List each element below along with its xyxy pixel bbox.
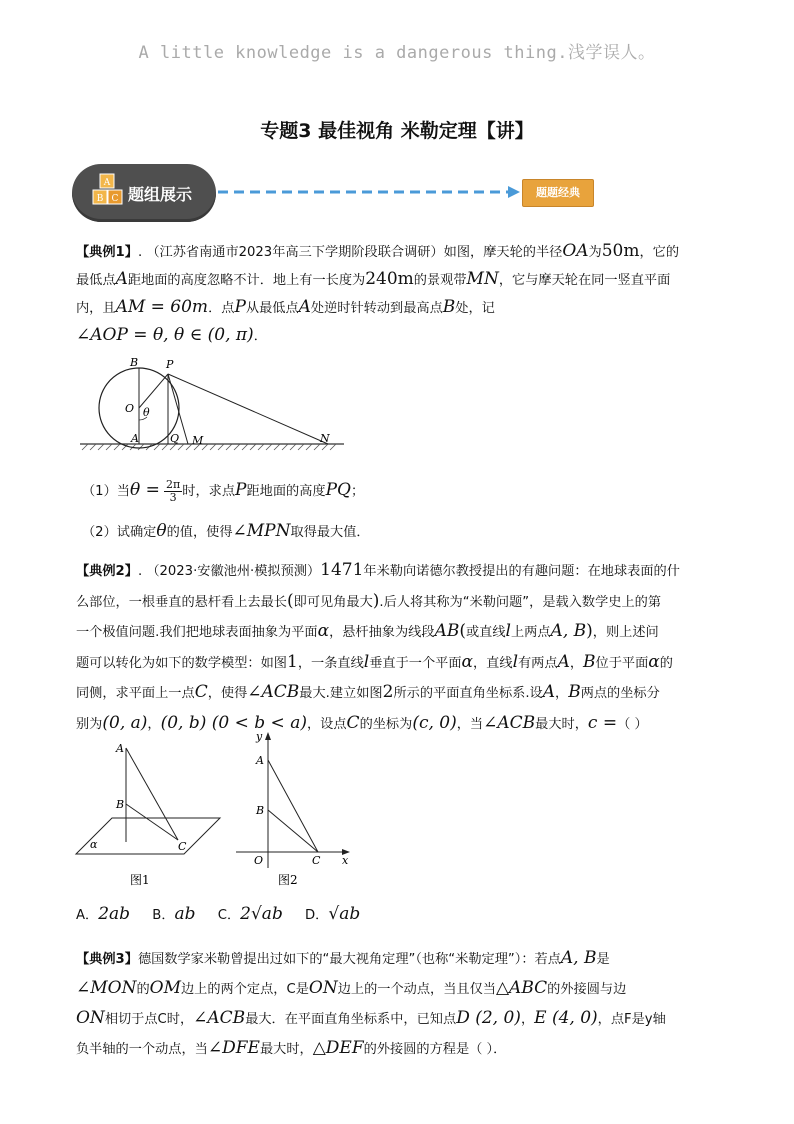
ex2-choices bbox=[76, 904, 378, 924]
choice-c-value: 2√ab bbox=[240, 904, 283, 924]
ferris-wheel-figure bbox=[78, 352, 348, 454]
ex2-line5-b: ，使得 bbox=[207, 686, 248, 701]
ex2-label: 【典例2】 bbox=[76, 564, 138, 579]
ex1-r50: 50m bbox=[601, 241, 640, 261]
fig2-x: x bbox=[342, 854, 349, 867]
ex1-text-b: 为 bbox=[588, 245, 602, 260]
ex2-line5-e: ， bbox=[555, 686, 569, 701]
fig1-label-a: A bbox=[131, 432, 139, 445]
ex1-q1-pq: PQ bbox=[325, 480, 351, 500]
ex2-line3-e: 上两点 bbox=[510, 625, 551, 640]
ex1-q2-pre: （2）试确定 bbox=[82, 525, 157, 540]
ex3-tri-def: △DEF bbox=[312, 1038, 364, 1058]
ex1-q2-theta: θ bbox=[156, 521, 167, 541]
ex2-line2-paren: ( bbox=[287, 590, 294, 611]
fig2-line-bc bbox=[268, 810, 318, 852]
ex2-line6-e: ，当 bbox=[456, 716, 484, 732]
ex3-line3-b: 最大．在平面直角坐标系中，已知点 bbox=[245, 1012, 457, 1027]
ex2-line6-g: （ ） bbox=[617, 716, 648, 732]
ex2-line6-d: 的坐标为 bbox=[359, 716, 413, 732]
ex2-line4-b: ，一条直线 bbox=[297, 655, 364, 671]
cube-icon bbox=[90, 172, 128, 212]
ex3-line4-c: 的外接圆的方程是（ ）． bbox=[363, 1042, 507, 1057]
ex2-alpha: α bbox=[317, 621, 330, 641]
choice-d-letter: D． bbox=[305, 908, 329, 923]
ex3-line2-b: 边上的两个定点，C是 bbox=[181, 982, 309, 997]
ex2-line4-e: 有两点 bbox=[518, 655, 558, 671]
ex2-line3-c: ( bbox=[459, 621, 466, 641]
fig2-a: A bbox=[256, 754, 264, 767]
cube-letter-a: A bbox=[103, 178, 111, 188]
ex3-om: OM bbox=[149, 978, 181, 998]
ex2-line3-ab: A, B bbox=[550, 621, 587, 641]
fig1-label-p: P bbox=[166, 358, 174, 371]
ex3-line3-d: ，点F是y轴 bbox=[597, 1012, 666, 1027]
ex1-a2: A bbox=[298, 297, 311, 317]
ex2-alpha2: α bbox=[461, 651, 473, 672]
ex2-line5-a: 同侧，求平面上一点 bbox=[76, 686, 195, 701]
page-motto: A little knowledge is a dangerous thing.浅学误人。 bbox=[138, 43, 656, 63]
fig-line-ac bbox=[126, 748, 178, 840]
ex2-b: B bbox=[583, 651, 596, 672]
ex1-question-2 bbox=[82, 519, 370, 545]
choice-b-value: ab bbox=[174, 904, 196, 924]
page-title: 专题3 最佳视角 米勒定理【讲】 bbox=[260, 120, 534, 142]
ex2-line3-g: ，则上述问 bbox=[592, 625, 659, 640]
ex3-line3-a: 相切于点C时， bbox=[104, 1012, 194, 1027]
choice-c-letter: C． bbox=[217, 908, 241, 923]
ex2-line6-f: 最大时， bbox=[535, 716, 588, 732]
ex1-q1-mid2: 距地面的高度 bbox=[246, 484, 326, 499]
ex1-q2-angle: ∠MPN bbox=[232, 521, 291, 541]
ex3-line2-a: 的 bbox=[136, 982, 150, 997]
ex1-len240: 240m bbox=[365, 269, 414, 289]
ex2-line4-f: ， bbox=[569, 655, 584, 671]
ex2-line5-d: 所示的平面直角坐标系.设 bbox=[393, 686, 543, 701]
fig1-ground-hatch bbox=[82, 444, 336, 450]
ex2-line4-c: 垂直于一个平面 bbox=[369, 655, 462, 671]
ex3-label: 【典例3】 bbox=[76, 952, 138, 967]
ex2-line5-c: 最大.建立如图 bbox=[299, 686, 383, 701]
ex3-line4-a: 负半轴的一个动点，当 bbox=[76, 1042, 208, 1057]
ex2-one: 1 bbox=[287, 651, 298, 672]
choice-d[interactable] bbox=[305, 904, 360, 924]
ex3-on2: ON bbox=[76, 1008, 105, 1028]
ex3-acb: ∠ACB bbox=[193, 1008, 246, 1028]
ex1-source: . （江苏省南通市2023年高三下学期阶段联合调研） bbox=[137, 245, 444, 260]
ex2-alpha3: α bbox=[648, 651, 660, 672]
fig1-op bbox=[139, 374, 168, 408]
choice-c[interactable] bbox=[218, 904, 283, 924]
ex1-frac-den: 3 bbox=[169, 490, 177, 504]
ex2-acb: ∠ACB bbox=[247, 682, 300, 702]
choice-a-letter: A． bbox=[76, 908, 99, 923]
ex1-text-j: 从最低点 bbox=[245, 301, 299, 316]
ex1-question-1 bbox=[82, 478, 364, 504]
ex1-q1-mid: 时，求点 bbox=[182, 484, 236, 499]
cube-letter-c: C bbox=[111, 194, 119, 204]
ex1-text-m: ． bbox=[253, 329, 267, 344]
fig1-label-o: O bbox=[125, 402, 135, 415]
choice-b[interactable] bbox=[152, 904, 195, 924]
choice-a[interactable] bbox=[76, 904, 130, 924]
ex3-angle-mon: ∠MON bbox=[76, 978, 137, 998]
ex2-line2-b: 即可见角最大 bbox=[293, 594, 373, 610]
choice-d-value: √ab bbox=[328, 904, 361, 924]
ex2-b2: B bbox=[568, 682, 581, 702]
fig-plane-alpha bbox=[76, 818, 220, 854]
ex1-q2-end: 取得最大值． bbox=[290, 525, 370, 540]
ex3-line1-b: 是 bbox=[596, 952, 610, 967]
ex1-frac-num: 2π bbox=[166, 477, 181, 491]
ex2-line6-b: ， bbox=[147, 716, 161, 732]
ex2-c2: C bbox=[346, 712, 360, 733]
ex1-q1-theta: θ = bbox=[129, 480, 160, 500]
ex2-line5-f: 两点的坐标分 bbox=[580, 686, 660, 701]
ex2-line2-paren2: ) bbox=[372, 590, 380, 611]
fig1-c: C bbox=[178, 840, 187, 853]
fig1-label-q: Q bbox=[170, 432, 180, 445]
ex1-q2-mid: 的值，使得 bbox=[166, 525, 233, 540]
ex3-line2-c: 边上的一个动点，当且仅当 bbox=[337, 982, 496, 997]
fig1-label-b: B bbox=[130, 356, 139, 369]
cube-letter-b: B bbox=[96, 194, 104, 204]
banner-target-box: 题题经典 bbox=[522, 179, 594, 207]
ex2-line3-b: ，悬杆抽象为线段 bbox=[329, 625, 435, 640]
ex2-l: l bbox=[505, 621, 511, 641]
fig2-line-ac bbox=[268, 760, 318, 852]
fig1-alpha: α bbox=[90, 838, 98, 851]
ex2-source: . （2023·安徽池州·模拟预测） bbox=[137, 564, 321, 579]
fig-line-bc bbox=[126, 804, 178, 840]
ex3-line1-a: 德国数学家米勒曾提出过如下的“最大视角定理”（也称“米勒定理”）：若点 bbox=[137, 952, 561, 967]
ex3-on: ON bbox=[308, 978, 338, 998]
fig2-caption: 图2 bbox=[278, 873, 298, 887]
fig1-caption: 图1 bbox=[130, 873, 150, 887]
ex1-q1-p: P bbox=[235, 480, 247, 500]
choice-b-letter: B． bbox=[152, 908, 175, 923]
ex1-text-e: 距地面的高度忽略不计．地上有一长度为 bbox=[127, 273, 366, 288]
ex1-text-i: ．点 bbox=[208, 301, 235, 316]
choice-a-value: 2ab bbox=[98, 904, 131, 924]
ex2-line2-c: .后人将其称为“米勒问题”，是载入数学史上的第 bbox=[379, 594, 662, 610]
ex1-am60: AM = 60m bbox=[115, 297, 209, 317]
ex3-d-pt: D (2, 0) bbox=[456, 1008, 521, 1028]
ex2-line2-a: 么部位，一根垂直的悬杆看上去最长 bbox=[76, 594, 287, 610]
ex2-acb2: ∠ACB bbox=[483, 712, 536, 733]
ex1-q1-fraction bbox=[164, 479, 182, 504]
dashed-arrow-icon bbox=[216, 184, 522, 200]
ex2-pt-b: (0, b) (0 < b < a) bbox=[160, 712, 307, 733]
fig1-label-m: M bbox=[192, 434, 204, 447]
ex3-tri-abc: △ABC bbox=[495, 978, 548, 998]
fig1-label-theta: θ bbox=[143, 406, 150, 419]
ex1-text-g: ，它与摩天轮在同一竖直平面 bbox=[498, 273, 671, 288]
ex2-c: C bbox=[194, 682, 208, 702]
ex2-pt-c: (c, 0) bbox=[412, 712, 457, 733]
ex2-figure-1 bbox=[74, 738, 224, 893]
ex2-line4-g: 位于平面 bbox=[595, 655, 649, 671]
ex2-line3-d: 或直线 bbox=[465, 625, 506, 640]
ex1-angle: ∠AOP = θ, θ ∈ (0, π) bbox=[76, 325, 254, 345]
ex1-text-l: 处，记 bbox=[455, 301, 495, 316]
ex1-text-a: 如图，摩天轮的半径 bbox=[443, 245, 563, 260]
ex3-dfe: ∠DFE bbox=[207, 1038, 260, 1058]
ex1-text-h: 内，且 bbox=[76, 301, 116, 316]
ex2-line6-a: 别为 bbox=[76, 716, 103, 732]
ex1-text-f: 的景观带 bbox=[413, 273, 467, 288]
ex2-a2: A bbox=[542, 682, 555, 702]
ex1-text-k: 处逆时针转动到最高点 bbox=[310, 301, 443, 316]
fig2-c: C bbox=[312, 854, 321, 867]
ex3-e-pt: E (4, 0) bbox=[534, 1008, 598, 1028]
ex3-line4-b: 最大时， bbox=[259, 1042, 313, 1057]
ex2-c-eq: c = bbox=[587, 712, 618, 733]
ex2-line3-f: ) bbox=[586, 621, 593, 641]
ex1-label: 【典例1】 bbox=[76, 245, 138, 260]
ex1-p: P bbox=[234, 297, 246, 317]
ex3-text bbox=[76, 944, 724, 1064]
fig1-b: B bbox=[116, 798, 125, 811]
ex2-year: 1471 bbox=[320, 560, 364, 580]
banner-label: 题组展示 bbox=[128, 185, 193, 204]
ex2-line4-a: 题可以转化为如下的数学模型：如图 bbox=[76, 655, 287, 671]
ex3-ab: A, B bbox=[560, 948, 597, 968]
ex2-l3: l bbox=[512, 651, 518, 672]
ex2-text bbox=[76, 556, 724, 739]
ex1-mn: MN bbox=[466, 269, 499, 289]
ex2-line4-h: 的 bbox=[659, 655, 673, 671]
ex1-q1-end: ； bbox=[351, 484, 365, 499]
fig2-b: B bbox=[256, 804, 265, 817]
ex1-b: B bbox=[442, 297, 456, 317]
ex3-line2-d: 的外接圆与边 bbox=[547, 982, 627, 997]
ex2-l2: l bbox=[363, 651, 370, 672]
ex1-a: A bbox=[115, 269, 128, 289]
ex2-ab: AB bbox=[434, 621, 460, 641]
ex2-two: 2 bbox=[382, 682, 394, 702]
ex2-a: A bbox=[557, 651, 570, 672]
ex2-pt-a: (0, a) bbox=[102, 712, 148, 733]
fig1-a: A bbox=[116, 742, 124, 755]
ex1-text bbox=[76, 238, 724, 350]
ex2-line1-rest: 年米勒向诺德尔教授提出的有趣问题：在地球表面的什 bbox=[363, 564, 680, 579]
ex2-line4-d: ，直线 bbox=[473, 655, 513, 671]
ex2-figure-2 bbox=[230, 728, 360, 893]
ex1-oa: OA bbox=[562, 241, 589, 261]
ex1-text-c: ，它的 bbox=[639, 245, 680, 260]
ex2-line6-c: ，设点 bbox=[306, 716, 347, 732]
fig1-label-n: N bbox=[320, 432, 330, 445]
ex2-line3-a: 一个极值问题.我们把地球表面抽象为平面 bbox=[76, 625, 318, 640]
ex1-q1-pre: （1）当 bbox=[82, 484, 130, 499]
ex1-text-d: 最低点 bbox=[76, 273, 116, 288]
fig2-o: O bbox=[254, 854, 264, 867]
ex3-line3-c: ， bbox=[520, 1012, 535, 1027]
fig2-y: y bbox=[256, 730, 263, 743]
